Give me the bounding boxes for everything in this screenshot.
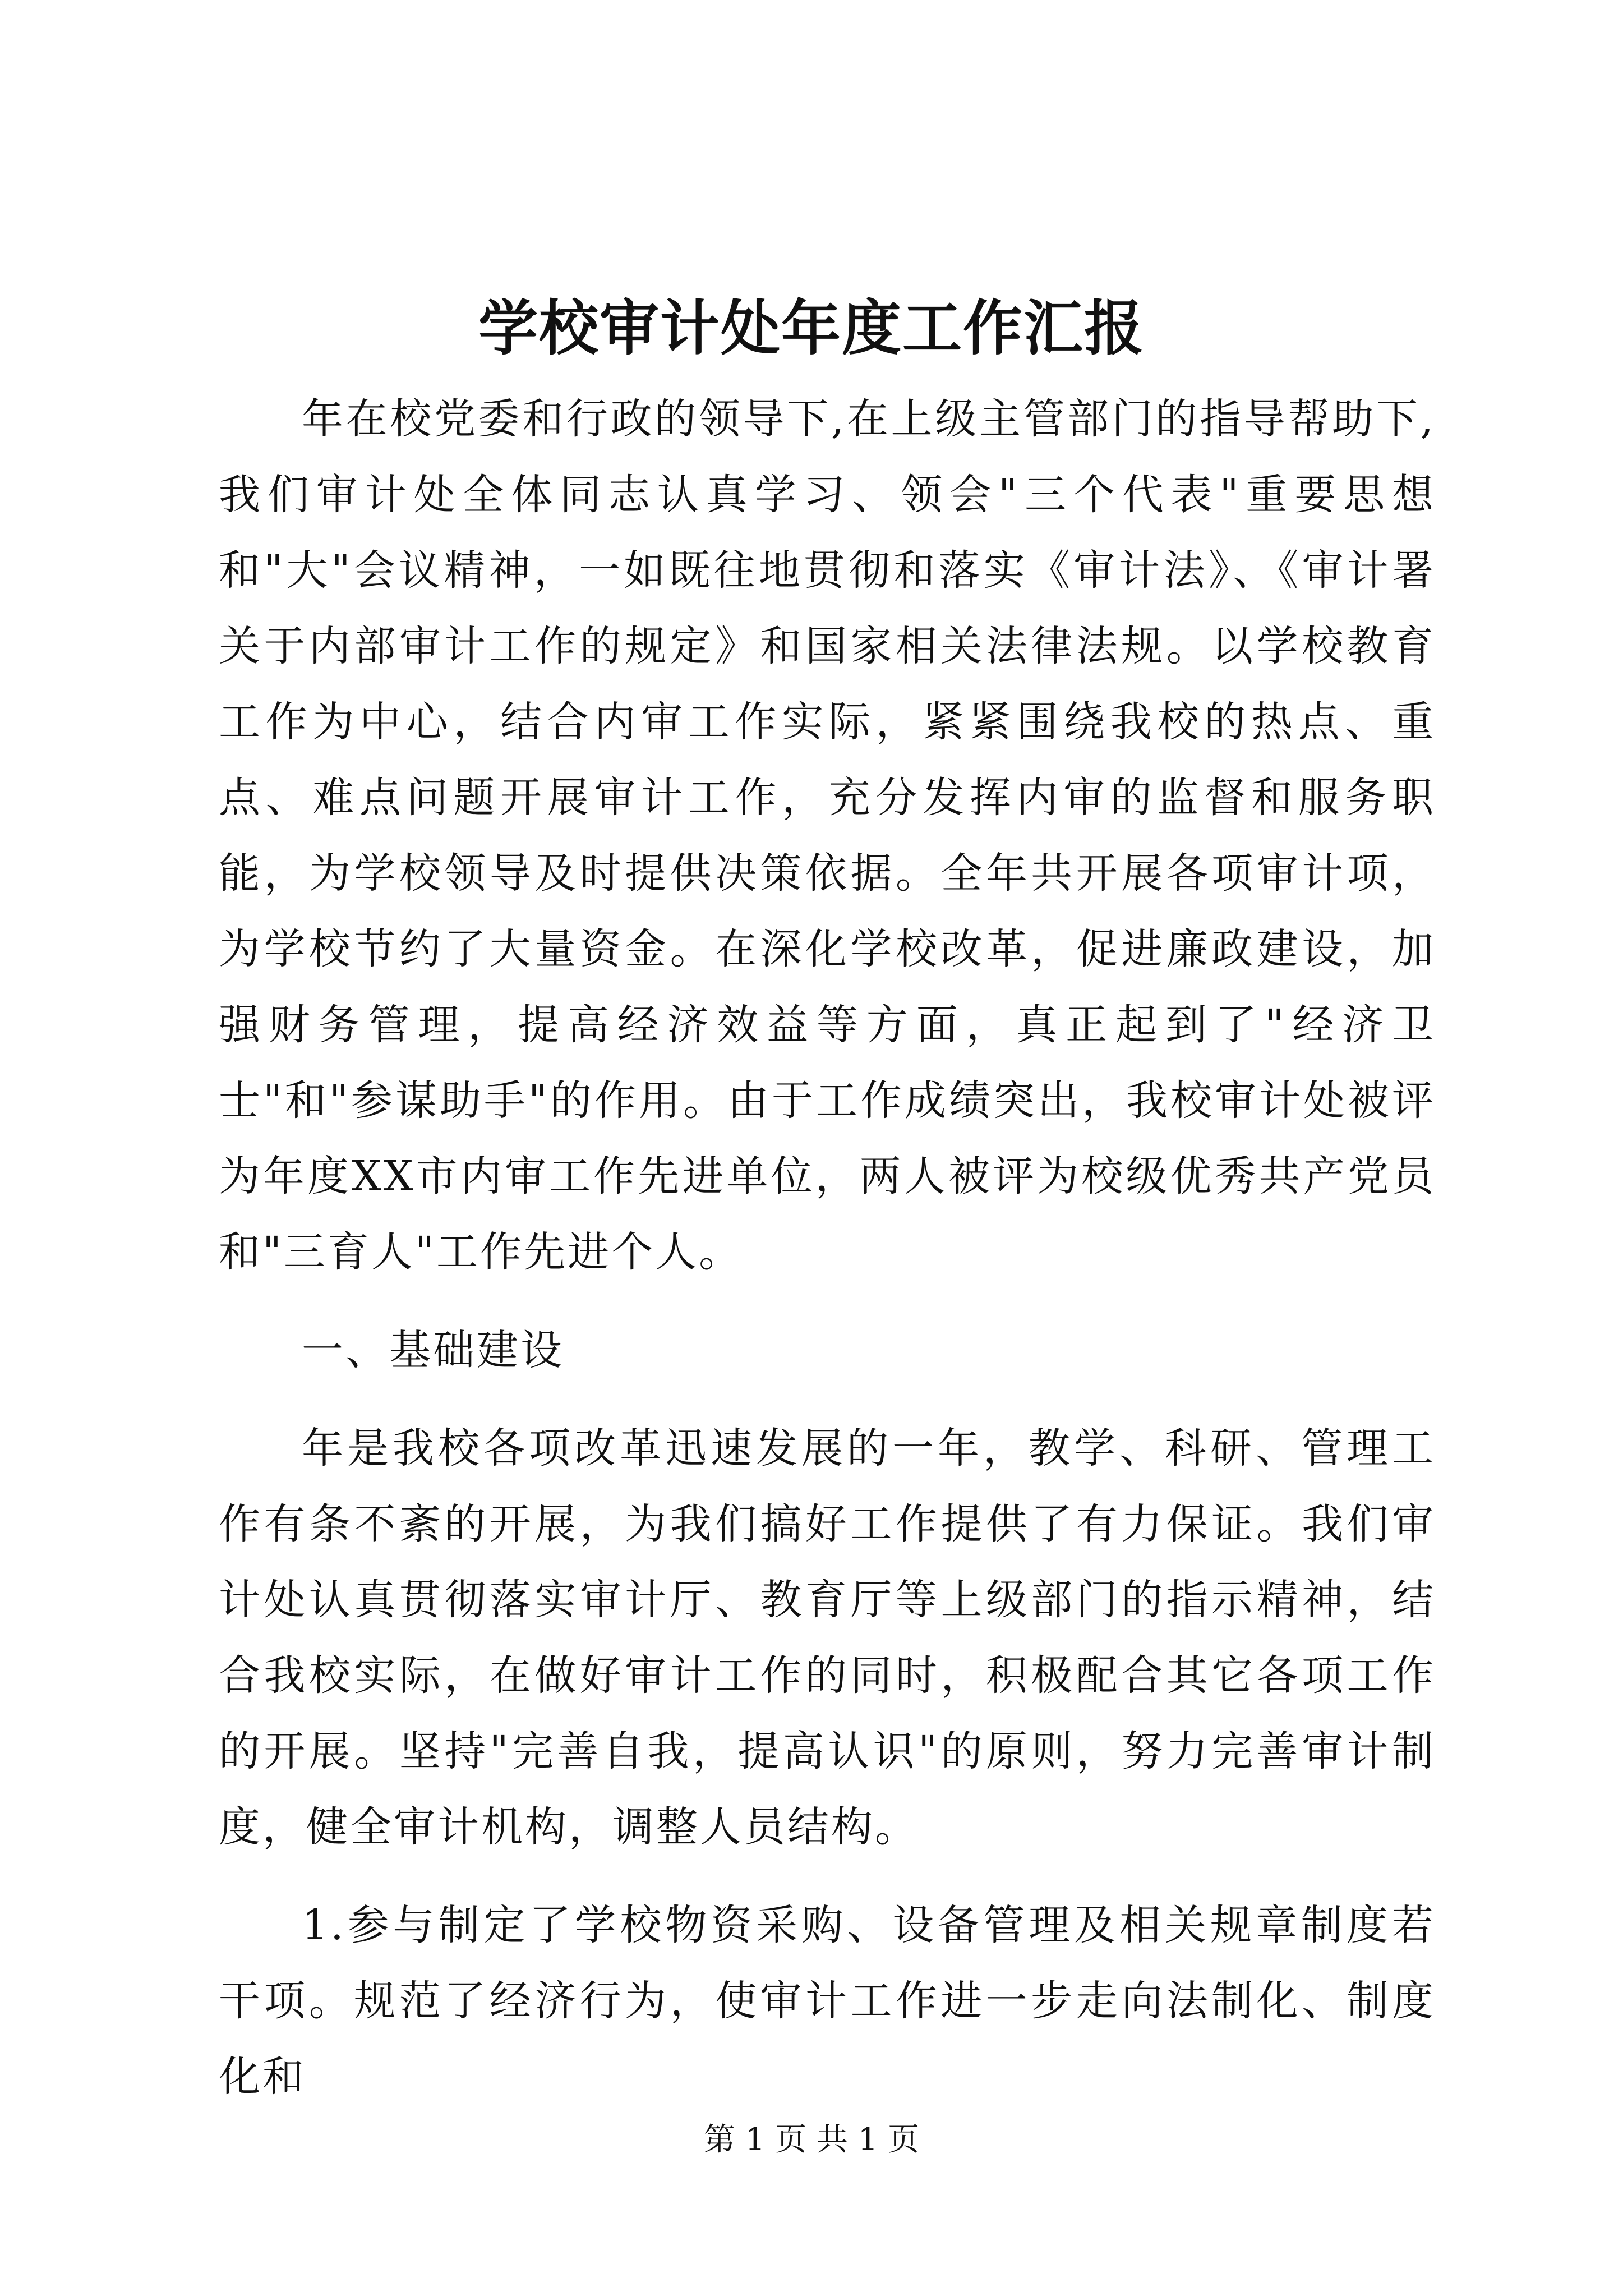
section-heading-foundation: 一、基础建设 <box>302 1326 564 1374</box>
document-body <box>219 381 1436 2115</box>
paragraph-foundation: 年是我校各项改革迅速发展的一年，教学、科研、管理工作有条不紊的开展，为我们搞好工作提供了有力保证。我们审计处认真贯彻落实审计厅、教育厅等上级部门的指示精神，结合我校实际，在做好审计工作的同时，积极配合其它各项工作的开展。坚持"完善自我，提高认识"的原则，努力完善审计制度，健全审计机构，调整人员结构。 <box>219 1424 1436 1851</box>
paragraph-item-1: 1.参与制定了学校物资采购、设备管理及相关规章制度若干项。规范了经济行为，使审计工作进一步走向法制化、制度化和 <box>219 1901 1436 2101</box>
page-footer: 第 1 页 共 1 页 <box>703 2122 920 2158</box>
paragraph-intro: 年在校党委和行政的领导下,在上级主管部门的指导帮助下,我们审计处全体同志认真学习、领会"三个代表"重要思想和"大"会议精神，一如既往地贯彻和落实《审计法》、《审计署关于内部审计工作的规定》和国家相关法律法规。以学校教育工作为中心，结合内审工作实际，紧紧围绕我校的热点、重点、难点问题开展审计工作，充分发挥内审的监督和服务职能，为学校领导及时提供决策依据。全年共开展各项审计项，为学校节约了大量资金。在深化学校改革，促进廉政建设，加强财务管理，提高经济效益等方面，真正起到了"经济卫士"和"参谋助手"的作用。由于工作成绩突出，我校审计处被评为年度XX市内审工作先进单位，两人被评为校级优秀共产党员和"三育人"工作先进个人。 <box>219 395 1436 1276</box>
document-title: 学校审计处年度工作汇报 <box>478 293 1145 363</box>
